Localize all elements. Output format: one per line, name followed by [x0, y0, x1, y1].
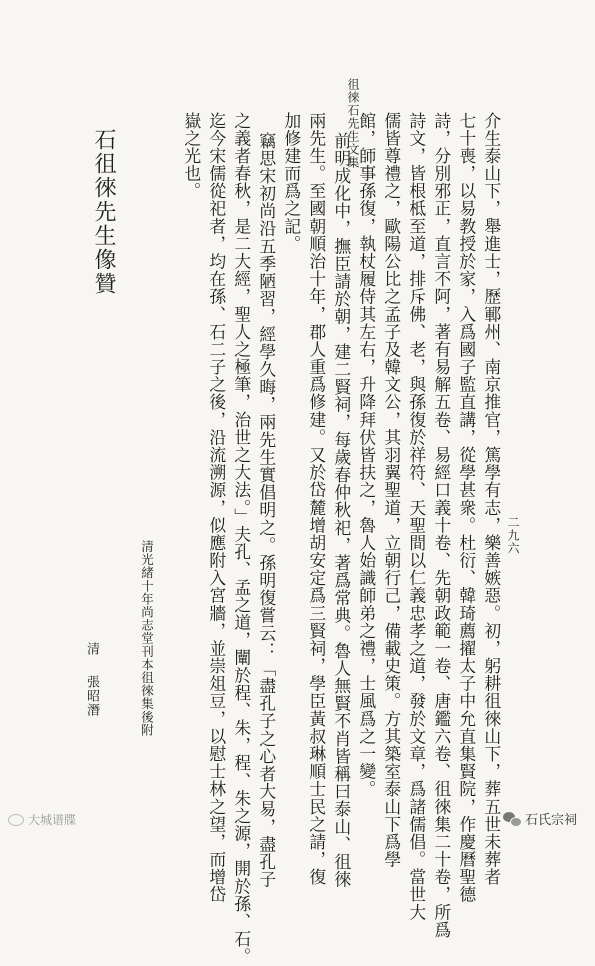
edition-note: 清光緒十年尚志堂刊本徂徠集後附 [139, 540, 155, 737]
body-column-2: 七十喪，以易教授於家，入爲國子監直講，從學甚衆。杜衍、韓琦薦擢太子中允直集賢院，作慶曆聖德 [456, 112, 477, 904]
book-title-header: 徂徠石先生文集 [346, 78, 360, 169]
body-column-5: 儒皆尊禮之，歐陽公比之孟子及韓文公，其羽翼聖道，立朝行己，備載史策。方其築室泰山下爲學 [381, 112, 402, 869]
body-column-12: 迄今宋儒從祀者，均在孫、石二子之後，沿流溯源，似應附入宮牆，並崇俎豆，以慰士林之望，而增岱 [206, 112, 227, 904]
watermark-left [8, 811, 76, 828]
watermark-right-text: 石氏宗祠 [524, 813, 577, 828]
portrait-title: 石徂徠先生像贊 [91, 128, 116, 296]
watermark-right [503, 809, 577, 828]
body-column-9: 加修建而爲之記。 [281, 112, 302, 253]
body-column-10: 竊思宋初尚沿五季陋習，經學久晦，兩先生實倡明之。孫明復嘗云：「盡孔子之心者大易，盡孔子 [256, 132, 277, 889]
author-name: 張昭潛 [84, 675, 99, 717]
body-column-4: 詩文，皆根柢至道，排斥佛、老，與孫復於祥符、天聖間以仁義忠孝之道，發於文章，爲諸儒倡。當世大 [406, 112, 427, 922]
body-column-11: 之義者春秋，是二大經，聖人之極筆，治世之大法。」夫孔、孟之道，闡於程、朱，程、朱之源，開於孫、石。 [231, 112, 252, 966]
watermark-logo-icon [8, 814, 24, 826]
body-column-1: 介生泰山下，舉進士，歷鄆州、南京推官，篤學有志，樂善嫉惡。初，躬耕徂徠山下，葬五世未葬者 [481, 112, 502, 886]
body-column-7: 前明成化中，撫臣請於朝，建二賢祠，每歲春仲秋祀，著爲常典。魯人無賢不肖皆稱曰泰山、徂徠 [331, 132, 352, 889]
author-dynasty: 清 [84, 642, 99, 656]
watermark-left-text: 大城谱牒 [28, 813, 77, 827]
body-column-3: 詩，分別邪正，直言不阿，著有易解五卷、易經口義十卷、先朝政範一卷、唐鑑六卷、徂徠集二十卷，所爲 [431, 112, 452, 939]
body-column-13: 嶽之光也。 [181, 112, 202, 200]
body-column-8: 兩先生。至國朝順治十年，郡人重爲修建。又於岱麓增胡安定爲三賢祠，學臣黃叔琳順士民之請，復 [306, 112, 327, 886]
body-column-6: 館，師事孫復，執杖履侍其左右，升降拜伏皆扶之，魯人始識師弟之禮，士風爲之一變。 [356, 112, 377, 799]
wechat-icon [503, 812, 521, 826]
page-number: 二九六 [506, 516, 520, 555]
